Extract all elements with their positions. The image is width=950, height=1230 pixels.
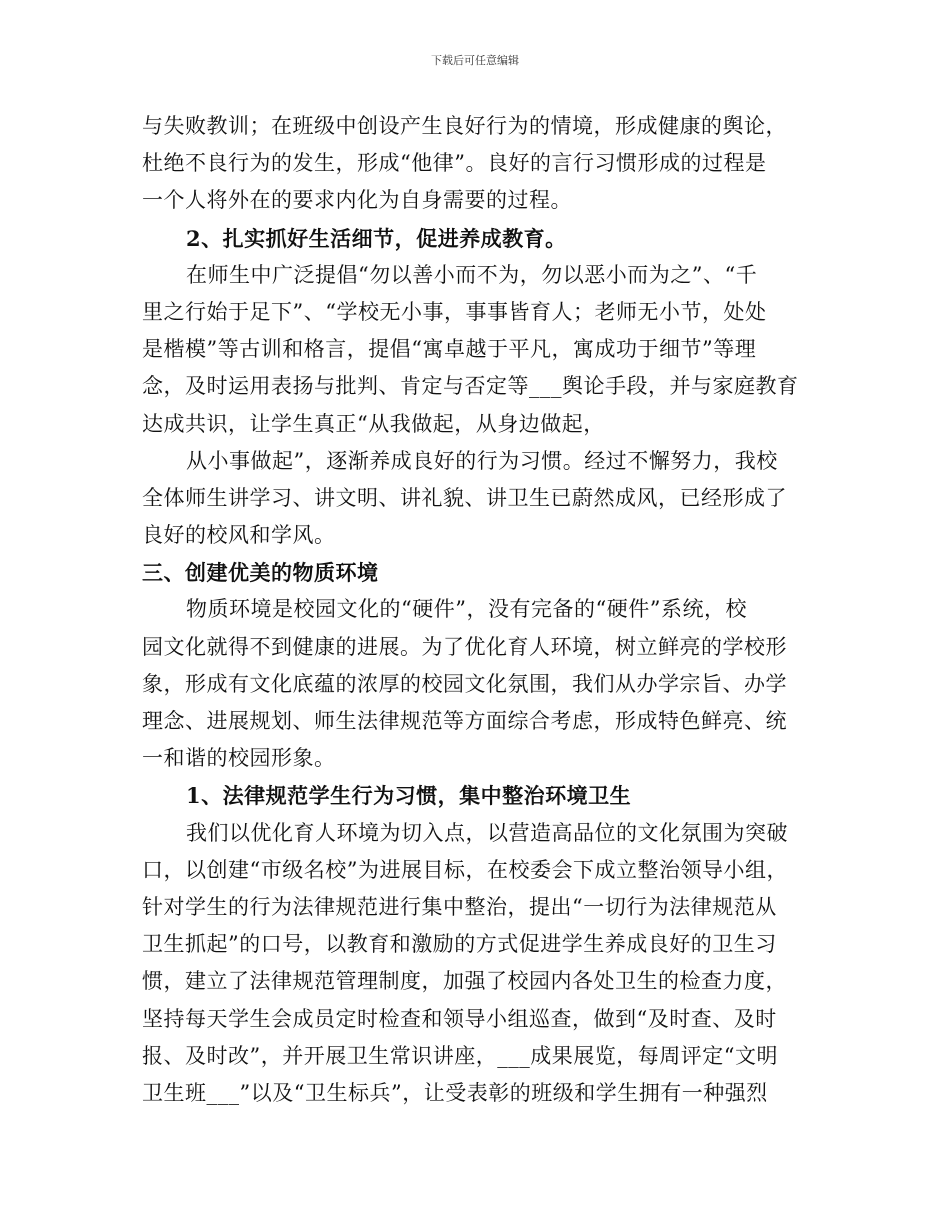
paragraph-line: 理念、进展规划、师生法律规范等方面综合考虑，形成特色鲜亮、统: [142, 709, 787, 733]
paragraph-line: 物质环境是校园文化的“硬件”，没有完备的“硬件”系统，校: [186, 597, 747, 622]
paragraph-line: 报、及时改”，并开展卫生常识讲座，___成果展览，每周评定“文明: [142, 1043, 778, 1068]
paragraph-line: 全体师生讲学习、讲文明、讲礼貌、讲卫生已蔚然成风，已经形成了: [142, 485, 787, 510]
paragraph-line: 在师生中广泛提倡“勿以善小而不为，勿以恶小而为之”、“千: [186, 262, 758, 287]
paragraph-line: 一和谐的校园形象。: [142, 746, 336, 771]
section-heading: 2、扎实抓好生活细节，促进养成教育。: [186, 225, 567, 251]
paragraph-line: 口，以创建“市级名校”为进展目标，在校委会下成立整治领导小组，: [142, 857, 788, 882]
section-heading: 1、法律规范学生行为习惯，集中整治环境卫生: [186, 783, 632, 809]
paragraph-line: 象，形成有文化底蕴的浓厚的校园文化氛围，我们从办学宗旨、办学: [142, 671, 787, 696]
paragraph-line: 是楷模”等古训和格言，提倡“寓卓越于平凡，寓成功于细节”等理: [142, 337, 757, 362]
paragraph-line: 我们以优化育人环境为切入点，以营造高品位的文化氛围为突破: [186, 820, 788, 845]
page-header: 下载后可任意编辑: [431, 54, 519, 67]
paragraph-line: 坚持每天学生会成员定时检查和领导小组巡查，做到“及时查、及时: [142, 1006, 777, 1031]
section-heading: 三、创建优美的物质环境: [142, 560, 379, 586]
paragraph-line: 与失败教训；在班级中创设产生良好行为的情境，形成健康的舆论，: [142, 114, 787, 138]
paragraph-line: 念，及时运用表扬与批判、肯定与否定等___舆论手段，并与家庭教育: [142, 374, 799, 399]
paragraph-line: 杜绝不良行为的发生，形成“他律”。良好的言行习惯形成的过程是: [142, 151, 767, 176]
paragraph-line: 良好的校风和学风。: [142, 523, 336, 548]
paragraph-line: 园文化就得不到健康的进展。为了优化育人环境，树立鲜亮的学校形: [142, 634, 787, 659]
document-body: [142, 108, 822, 1112]
paragraph-line: 卫生抓起”的口号，以教育和激励的方式促进学生养成良好的卫生习: [142, 932, 777, 957]
paragraph-line: 惯，建立了法律规范管理制度，加强了校园内各处卫生的检查力度，: [142, 969, 787, 994]
paragraph-line: 针对学生的行为法律规范进行集中整治，提出“一切行为法律规范从: [142, 894, 777, 919]
paragraph-line: 一个人将外在的要求内化为自身需要的过程。: [142, 188, 572, 213]
paragraph-line: 卫生班___”以及“卫生标兵”，让受表彰的班级和学生拥有一种强烈: [142, 1080, 768, 1105]
paragraph-line: 里之行始于足下”、“学校无小事，事事皆育人；老师无小节，处处: [142, 299, 767, 324]
paragraph-line: 达成共识，让学生真正“从我做起，从身边做起，: [142, 411, 605, 436]
paragraph-line: 从小事做起”，逐渐养成良好的行为习惯。经过不懈努力，我校: [186, 448, 778, 473]
